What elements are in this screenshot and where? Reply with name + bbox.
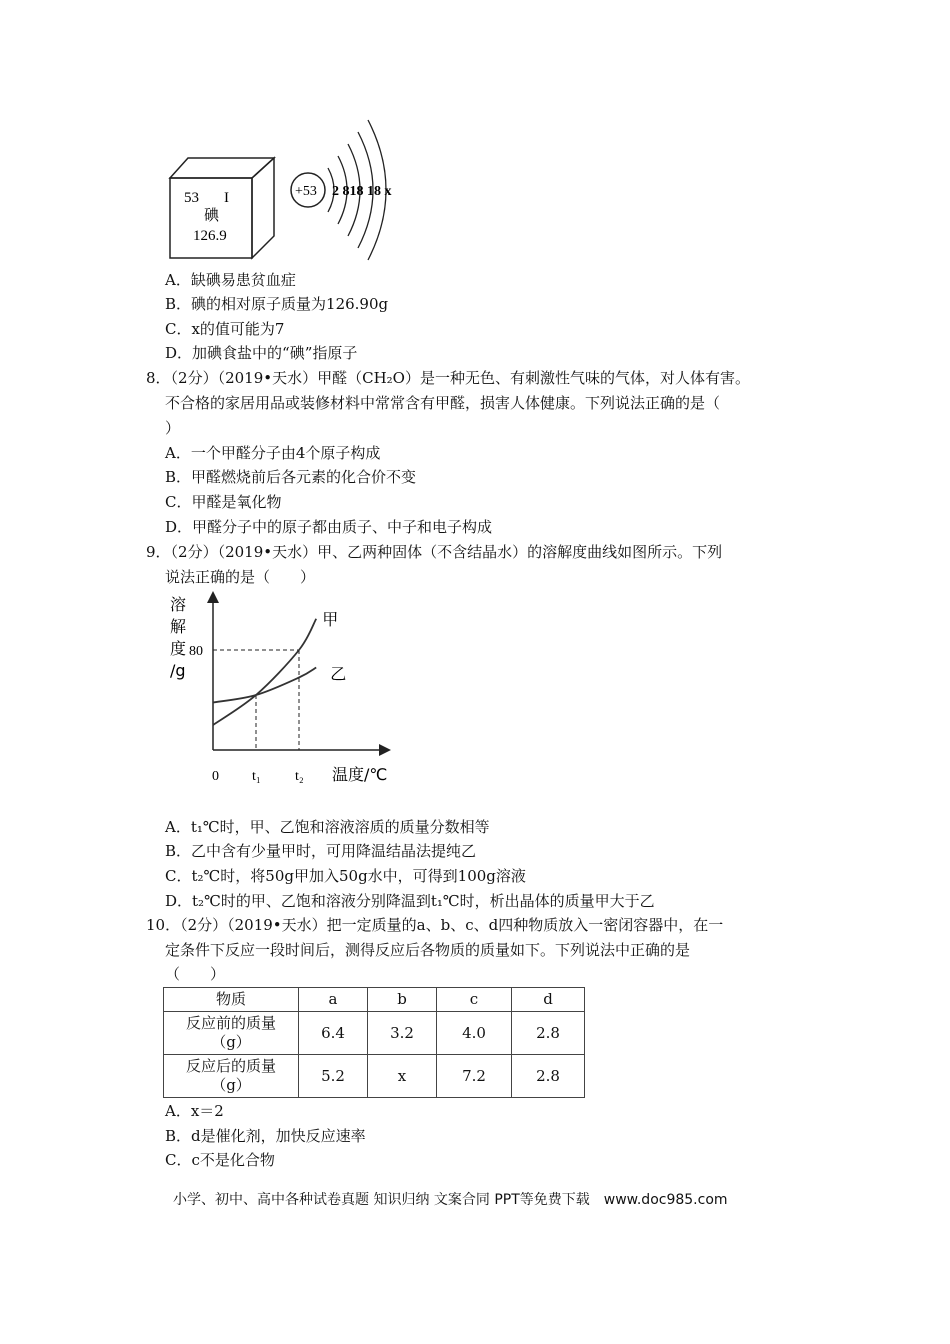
row-label-line1: 反应前的质量 — [185, 1014, 276, 1032]
series-label-jia: 甲 — [322, 609, 339, 629]
row-label — [164, 1055, 299, 1098]
series-jia-line — [213, 619, 316, 725]
q7-option-c: C．x的值可能为7 — [165, 320, 285, 338]
table-cell: 5.2 — [299, 1055, 368, 1098]
q10-stem-line1: 10．（2分）（2019•天水）把一定质量的a、b、c、d四种物质放入一密闭容器中，在一 — [146, 916, 724, 934]
table-cell: x — [368, 1055, 437, 1098]
table-row — [164, 1012, 585, 1055]
q9-option-b: B．乙中含有少量甲时，可用降温结晶法提纯乙 — [165, 842, 477, 860]
table-cell: 7.2 — [437, 1055, 512, 1098]
electron-configuration: 2 818 18 x — [332, 184, 392, 199]
q8-option-a: A．一个甲醛分子由4个原子构成 — [165, 444, 381, 462]
q8-stem-line2: 不合格的家居用品或装修材料中常常含有甲醛，损害人体健康。下列说法正确的是（ — [165, 394, 721, 412]
row-label — [164, 1012, 299, 1055]
q8-stem-line1: 8．（2分）（2019•天水）甲醛（CH₂O）是一种无色、有刺激性气味的气体，对人体有害。 — [146, 369, 750, 387]
x-tick-label-t1: t₁ — [252, 769, 261, 784]
q10-stem-line2: 定条件下反应一段时间后，测得反应后各物质的质量如下。下列说法中正确的是 — [165, 941, 691, 959]
atomic-number: 53 — [184, 190, 199, 206]
q8-option-d: D．甲醛分子中的原子都由质子、中子和电子构成 — [165, 518, 493, 536]
q10-option-b: B．d是催化剂，加快反应速率 — [165, 1127, 366, 1145]
x-tick-label-t2: t₂ — [295, 769, 304, 784]
y-axis-label-4: /g — [170, 661, 186, 680]
y-tick-label: 80 — [189, 644, 203, 659]
q7-option-a: A．缺碘易患贫血症 — [165, 271, 296, 289]
element-name: 碘 — [204, 206, 220, 224]
q10-stem-line3: （ ） — [165, 965, 226, 983]
y-axis-label-2: 解 — [170, 617, 187, 636]
q7-option-b: B．碘的相对原子质量为126.90g — [165, 295, 389, 313]
q8-option-b: B．甲醛燃烧前后各元素的化合价不变 — [165, 468, 417, 486]
table-header: a — [299, 988, 368, 1012]
y-axis-label-3: 度 — [170, 639, 187, 658]
table-cell: 2.8 — [512, 1012, 585, 1055]
x-axis-label: 温度/℃ — [332, 765, 388, 784]
atomic-mass: 126.9 — [193, 228, 227, 244]
q8-stem-line3: ） — [165, 419, 181, 437]
y-axis-label-1: 溶 — [170, 595, 187, 614]
table-row — [164, 1055, 585, 1098]
table-cell: 4.0 — [437, 1012, 512, 1055]
q7-option-d: D．加碘食盐中的“碘”指原子 — [165, 344, 358, 362]
row-label-line2: （g） — [211, 1033, 251, 1051]
atom-structure — [291, 120, 392, 260]
iodine-figure — [160, 110, 420, 270]
table-header: c — [437, 988, 512, 1012]
table-header: b — [368, 988, 437, 1012]
table-header-row — [164, 988, 585, 1012]
table-cell: 2.8 — [512, 1055, 585, 1098]
table-cell: 3.2 — [368, 1012, 437, 1055]
row-label-line1: 反应后的质量 — [185, 1057, 276, 1075]
table-cell: 6.4 — [299, 1012, 368, 1055]
mass-table — [163, 987, 585, 1098]
solubility-chart — [160, 588, 400, 793]
q9-option-a: A．t₁℃时，甲、乙饱和溶液溶质的质量分数相等 — [165, 818, 490, 836]
q8-option-c: C．甲醛是氧化物 — [165, 493, 282, 511]
nucleus-charge: +53 — [295, 184, 317, 199]
q9-option-d: D．t₂℃时的甲、乙饱和溶液分别降温到t₁℃时，析出晶体的质量甲大于乙 — [165, 892, 655, 910]
q9-stem-line1: 9．（2分）（2019•天水）甲、乙两种固体（不含结晶水）的溶解度曲线如图所示。下列 — [146, 543, 723, 561]
table-header: d — [512, 988, 585, 1012]
origin-label: 0 — [212, 769, 219, 784]
q10-option-c: C．c不是化合物 — [165, 1151, 275, 1169]
q9-stem-line2: 说法正确的是（ ） — [165, 568, 316, 586]
page-footer: 小学、初中、高中各种试卷真题 知识归纳 文案合同 PPT等免费下载 www.doc985.com — [173, 1192, 728, 1208]
q9-option-c: C．t₂℃时，将50g甲加入50g水中，可得到100g溶液 — [165, 867, 526, 885]
series-yi-line — [213, 668, 316, 703]
row-label-line2: （g） — [211, 1076, 251, 1094]
element-symbol: I — [224, 190, 229, 206]
series-label-yi: 乙 — [330, 664, 347, 684]
q10-option-a: A．x＝2 — [165, 1102, 224, 1120]
table-header: 物质 — [164, 988, 299, 1012]
